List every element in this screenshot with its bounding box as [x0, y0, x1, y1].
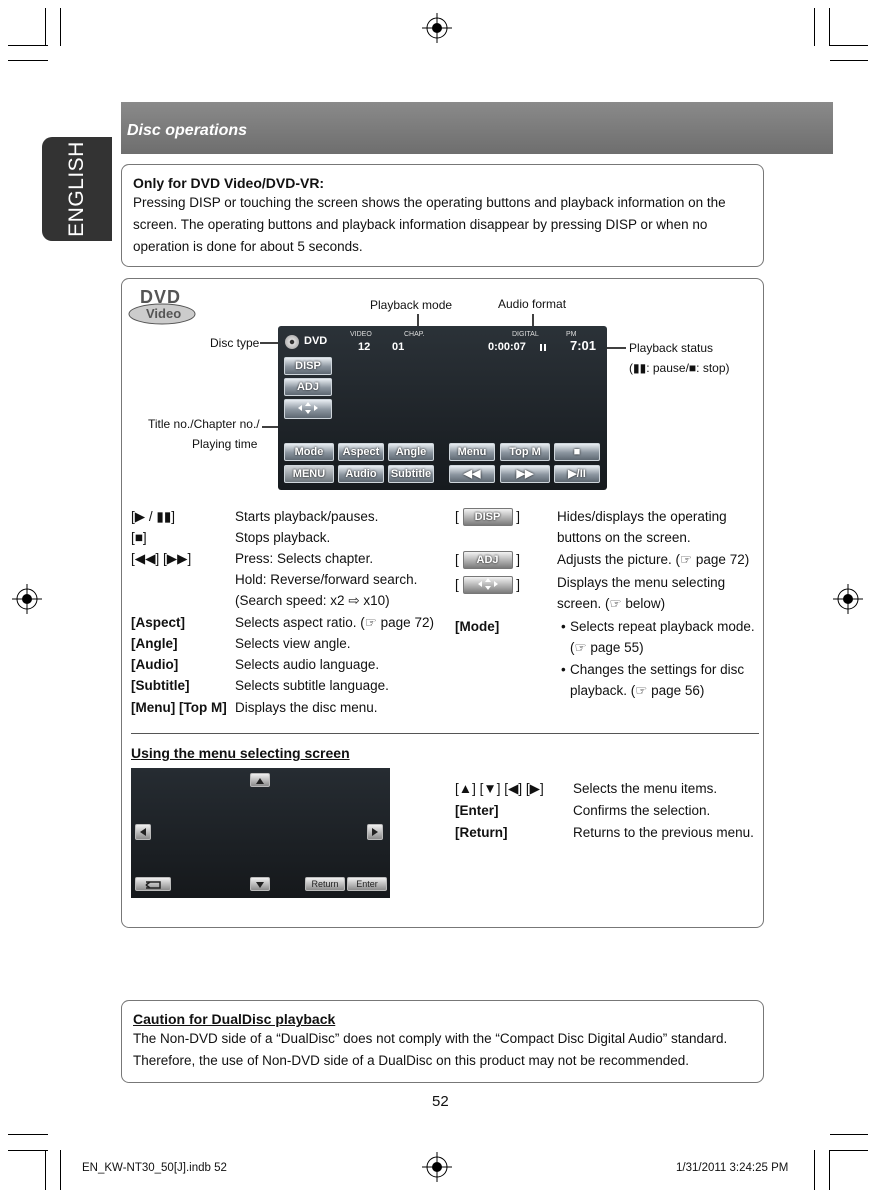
ops-desc: Selects aspect ratio. (☞ page 72) [235, 615, 434, 630]
menu-item-key: [Return] [455, 825, 508, 840]
subtitle-button[interactable] [388, 465, 434, 483]
play-pause-icon: ▶/II [568, 468, 586, 480]
title-chapter-label: Title no./Chapter no./ [148, 417, 260, 431]
audio-button[interactable] [338, 465, 384, 483]
dvd-logo-line1: DVD [140, 287, 182, 307]
next-button[interactable] [500, 465, 550, 483]
intro-text: Pressing DISP or touching the screen shows the operating buttons and playback information on the screen. The operating buttons and playback information disappear by pressing DISP or when no operation is done for about 5 seconds. [133, 195, 726, 254]
angle-button[interactable] [388, 443, 434, 461]
ops-key: [▶ / ▮▮] [131, 509, 175, 524]
adj-button-label: ADJ [296, 381, 319, 393]
menu-item-desc: Returns to the previous menu. [573, 825, 754, 840]
down-arrow-icon [251, 879, 269, 891]
play-pause-button[interactable] [554, 465, 600, 483]
playback-mode-label: Playback mode [370, 298, 453, 312]
ops-desc: Selects subtitle language. [235, 678, 389, 693]
menu-item-key: [▲] [▼] [◀] [▶] [455, 781, 544, 796]
return-button[interactable]: Return [305, 877, 345, 891]
menu-button[interactable] [449, 443, 495, 461]
title-number: 12 [358, 341, 371, 353]
disp-button[interactable] [284, 357, 332, 375]
pause-status-icon [540, 344, 546, 351]
aspect-button[interactable] [338, 443, 384, 461]
menu-selecting-screen [131, 768, 390, 898]
cursor-ref-button [463, 576, 513, 594]
back-arrow-icon [136, 879, 170, 891]
disc-type-label: Disc type [210, 336, 260, 350]
crop-mark [830, 1150, 868, 1151]
back-button[interactable] [135, 877, 171, 891]
disc-type-text: DVD [304, 335, 328, 347]
chapter-number: 01 [392, 341, 405, 353]
left-arrow-button[interactable] [135, 824, 151, 840]
ops-desc: (Search speed: x2 ⇨ x10) [235, 593, 390, 608]
crop-mark [829, 1150, 830, 1190]
caution-text: The Non-DVD side of a “DualDisc” does not comply with the “Compact Disc Digital Audio” standard. Therefore, the use of Non-DVD side of a DualDisc on this product may not be recommended. [133, 1031, 728, 1068]
previous-button[interactable] [449, 465, 495, 483]
disc-icon [285, 335, 299, 349]
digital-indicator: DIGITAL [512, 331, 539, 338]
cursor-arrows-icon [293, 400, 323, 416]
disp-ref: [ DISP ] [455, 506, 520, 528]
up-arrow-icon [251, 775, 269, 787]
next-icon: ▶▶ [516, 468, 534, 480]
section-title: Disc operations [127, 122, 248, 139]
playing-time-label: Playing time [192, 437, 258, 451]
footer-date: 1/31/2011 3:24:25 PM [676, 1162, 789, 1174]
ops-key: [■] [131, 530, 147, 545]
adj-ref: [ ADJ ] [455, 549, 520, 571]
mode-desc: Changes the settings for disc [570, 662, 745, 677]
cursor-desc-line1: Displays the menu selecting [557, 575, 726, 590]
menu-item-desc: Confirms the selection. [573, 803, 711, 818]
section-divider [131, 733, 759, 734]
stop-icon: ■ [573, 446, 581, 458]
dvd-logo-line2: Video [146, 306, 182, 321]
menu-section-title: Using the menu selecting screen [131, 745, 350, 761]
mode-desc: playback. (☞ page 56) [570, 683, 705, 698]
stop-button[interactable] [554, 443, 600, 461]
crop-mark [814, 1150, 815, 1190]
disp-desc-line2: buttons on the screen. [557, 530, 691, 545]
crop-mark [830, 1134, 868, 1135]
cursor-arrows-icon [473, 577, 503, 591]
main-menu-button-label: MENU [292, 468, 326, 480]
caution-box [121, 1000, 764, 1083]
subtitle-button-label: Subtitle [390, 468, 432, 480]
disp-desc-line1: Hides/displays the operating [557, 509, 727, 524]
registration-mark-icon [833, 584, 863, 614]
ops-key: [◀◀] [▶▶] [131, 551, 192, 566]
crop-mark [8, 1150, 48, 1151]
ops-key: [Audio] [131, 657, 179, 672]
registration-mark-icon [422, 1152, 452, 1182]
ops-desc: Stops playback. [235, 530, 331, 545]
menu-item-key: [Enter] [455, 803, 499, 818]
menu-item-desc: Selects the menu items. [573, 781, 718, 796]
mode-button-label: Mode [294, 446, 324, 458]
top-menu-button[interactable] [500, 443, 550, 461]
ops-desc: Selects view angle. [235, 636, 351, 651]
disp-ref-button: DISP [463, 508, 513, 526]
audio-format-label: Audio format [498, 297, 567, 311]
previous-icon: ◀◀ [463, 468, 481, 480]
crop-mark [8, 1134, 48, 1135]
ops-desc: Press: Selects chapter. [235, 551, 374, 566]
ops-desc: Selects audio language. [235, 657, 380, 672]
cursor-desc-line2: screen. (☞ below) [557, 596, 666, 611]
main-menu-button[interactable] [284, 465, 334, 483]
adj-button[interactable] [284, 378, 332, 396]
ops-key: [Angle] [131, 636, 178, 651]
player-screen [278, 326, 607, 490]
ops-left-list [131, 506, 434, 722]
mode-desc: (☞ page 55) [570, 640, 644, 655]
menu-button-label: Menu [457, 446, 487, 458]
ops-desc: Starts playback/pauses. [235, 509, 379, 524]
registration-mark-icon [12, 584, 42, 614]
angle-button-label: Angle [395, 446, 427, 458]
enter-button[interactable]: Enter [347, 877, 387, 891]
top-menu-button-label: Top M [509, 446, 541, 458]
pm-indicator: PM [566, 331, 577, 338]
intro-title: Only for DVD Video/DVD-VR: [133, 175, 325, 191]
crop-mark [45, 1150, 46, 1190]
mode-desc: Selects repeat playback mode. [570, 619, 755, 634]
adj-desc: Adjusts the picture. (☞ page 72) [557, 552, 750, 567]
cursor-button[interactable] [284, 399, 332, 419]
mode-key: [Mode] [455, 619, 500, 634]
clock-display: 7:01 [570, 338, 597, 353]
chapter-indicator: CHAP. [404, 331, 425, 338]
language-tab-label: ENGLISH [65, 141, 88, 237]
page-number: 52 [432, 1093, 449, 1110]
right-arrow-button[interactable] [367, 824, 383, 840]
mode-bullet: • [561, 662, 566, 677]
ops-desc: Hold: Reverse/forward search. [235, 572, 418, 587]
right-arrow-icon [368, 825, 382, 839]
menu-items-list [455, 778, 755, 844]
video-indicator: VIDEO [350, 331, 372, 338]
crop-mark [60, 1150, 61, 1190]
playing-time: 0:00:07 [488, 341, 526, 353]
down-arrow-button[interactable] [250, 877, 270, 891]
mode-bullet: • [561, 619, 566, 634]
caution-title: Caution for DualDisc playback [133, 1011, 336, 1027]
up-arrow-button[interactable] [250, 773, 270, 787]
ops-key: [Subtitle] [131, 678, 190, 693]
disp-button-label: DISP [295, 360, 321, 372]
left-arrow-icon [136, 825, 150, 839]
mode-button[interactable] [284, 443, 334, 461]
ops-key: [Menu] [Top M] [131, 700, 227, 715]
playback-status-detail: (▮▮: pause/■: stop) [629, 361, 730, 375]
playback-status-label: Playback status [629, 341, 714, 355]
ops-key: [Aspect] [131, 615, 186, 630]
footer-file: EN_KW-NT30_50[J].indb 52 [82, 1162, 227, 1174]
audio-button-label: Audio [345, 468, 377, 480]
ops-right-list [455, 506, 755, 706]
ops-desc: Displays the disc menu. [235, 700, 378, 715]
aspect-button-label: Aspect [342, 446, 380, 458]
cursor-ref: [ ] [455, 574, 520, 596]
adj-ref-button: ADJ [463, 551, 513, 569]
